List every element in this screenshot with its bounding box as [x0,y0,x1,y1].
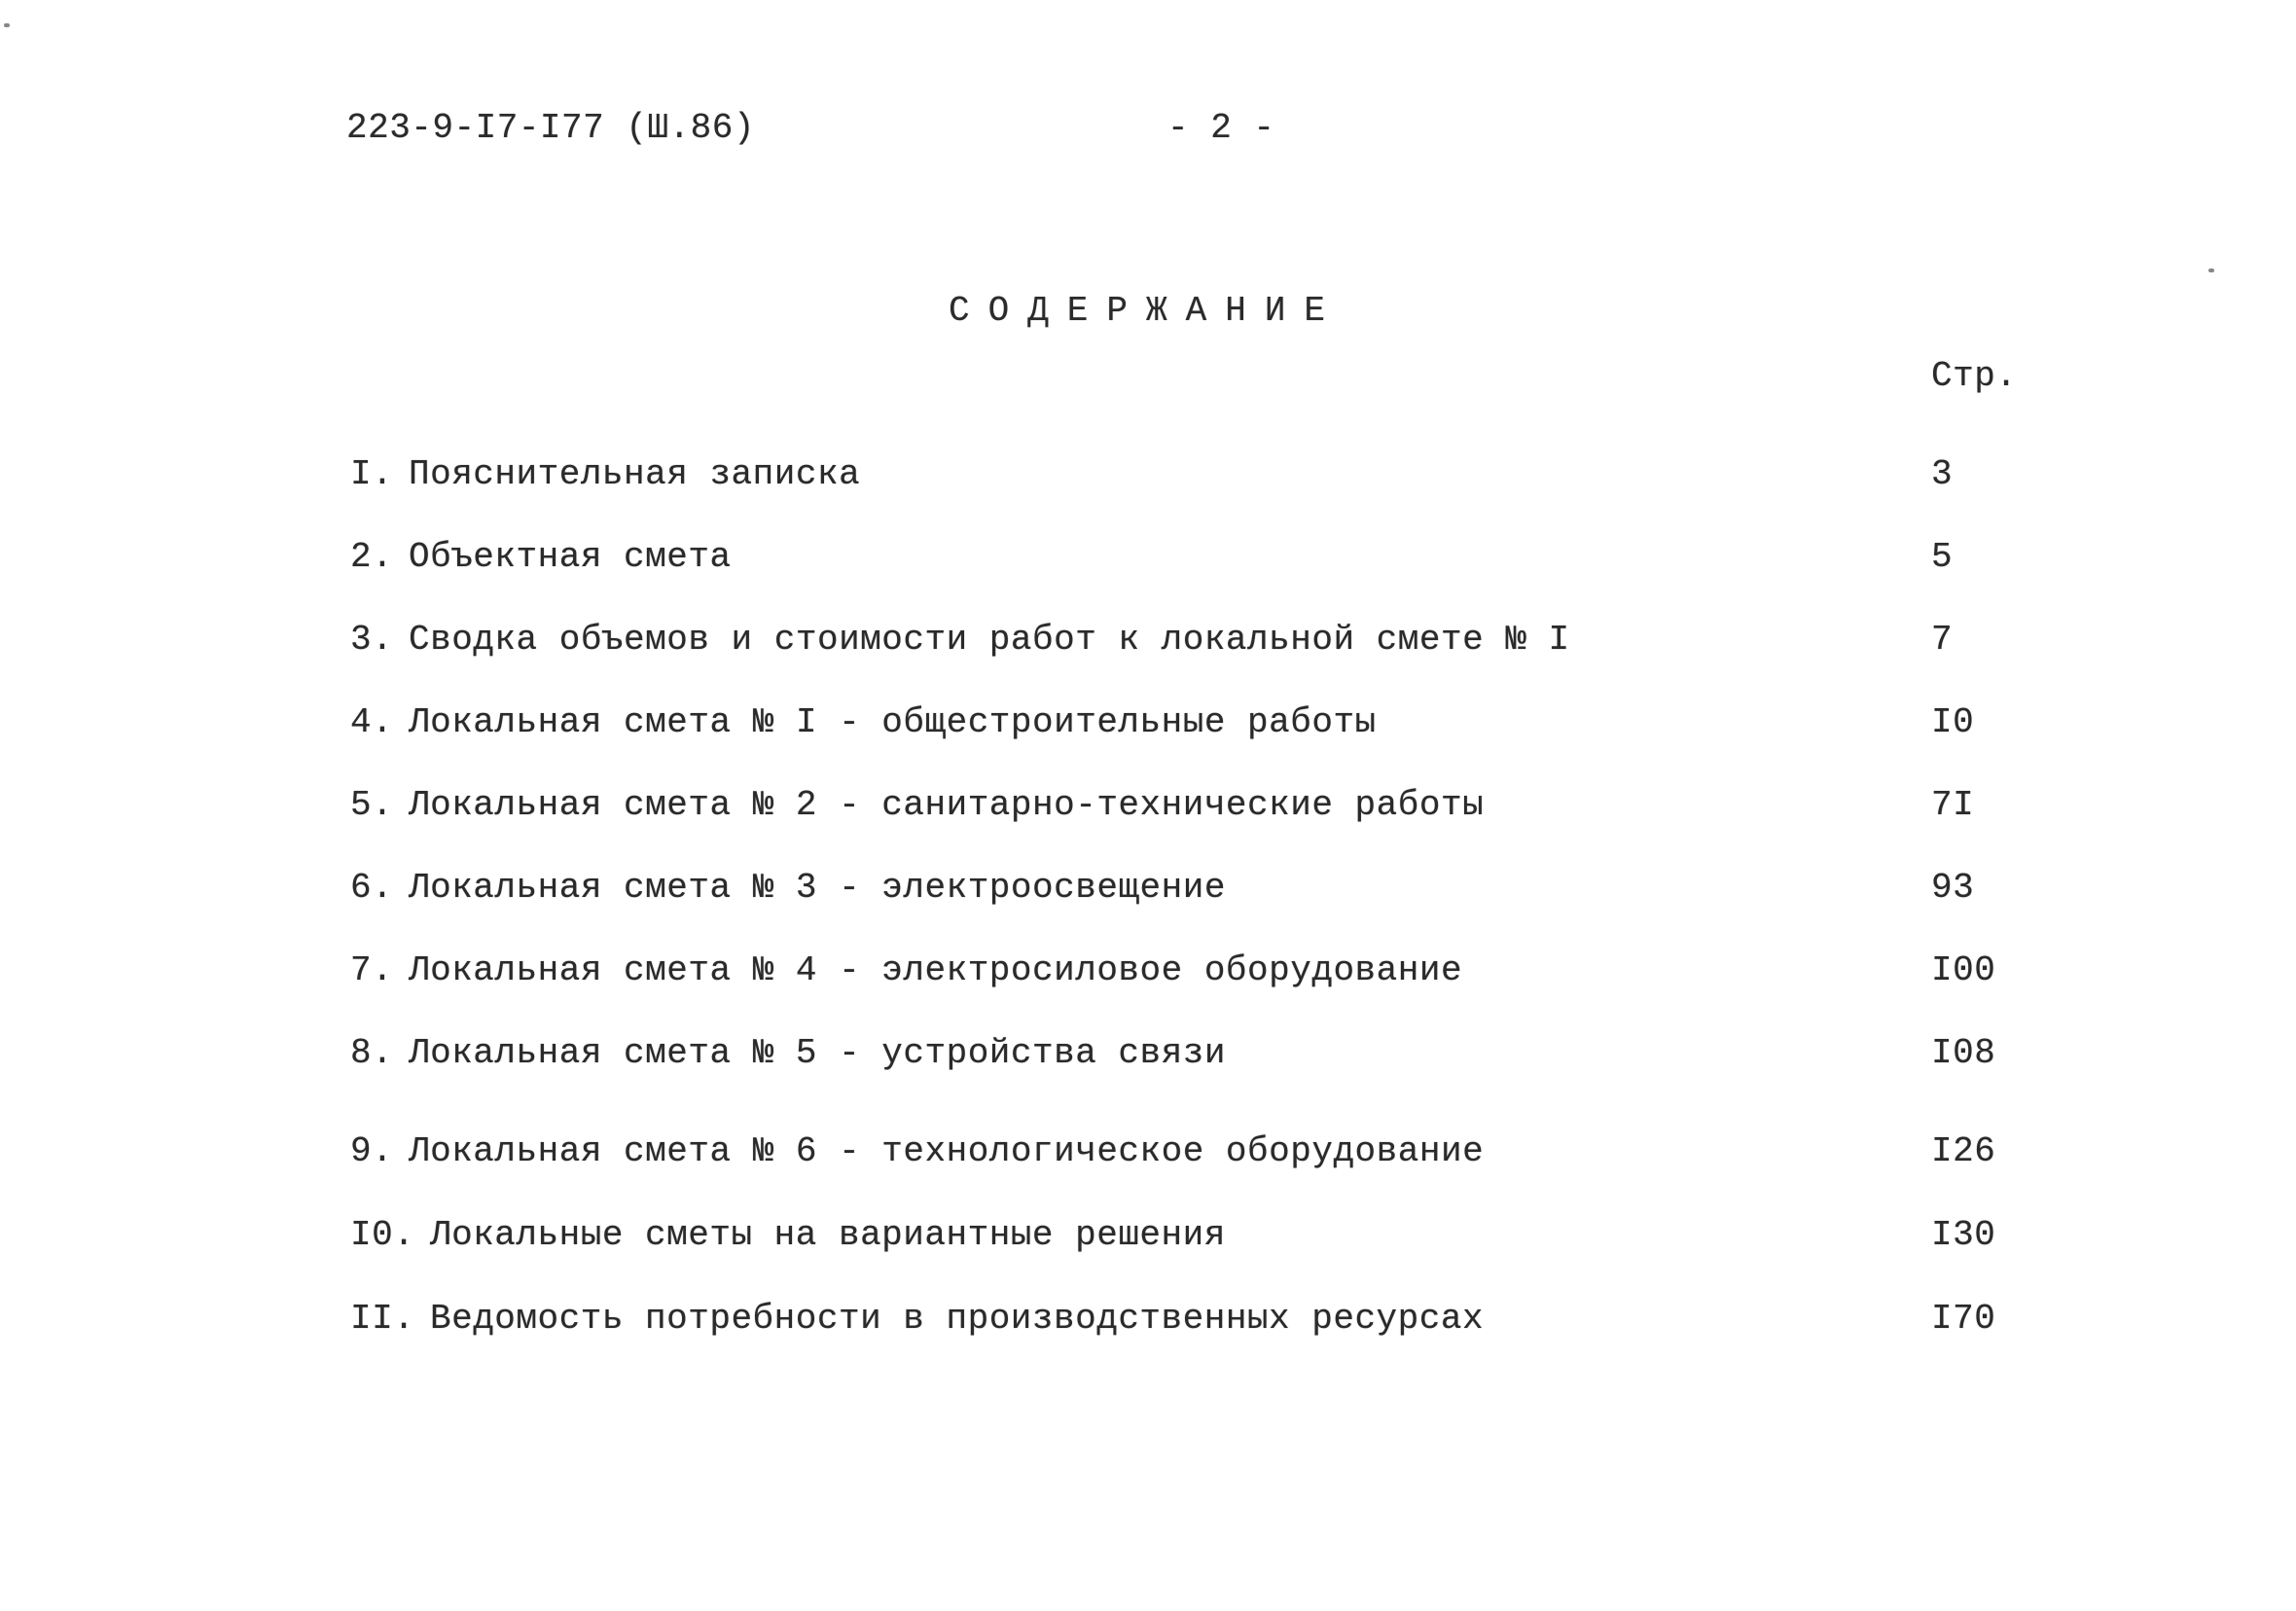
toc-item [0,1034,2296,1077]
toc-item-page: 7I [1931,785,1975,825]
toc-item [0,951,2296,994]
scan-speck [4,23,10,27]
page-title: СОДЕРЖАНИЕ [949,291,1345,331]
toc-item-title: Локальная смета № I - общестроительные работы [409,702,1377,742]
toc-item [0,786,2296,829]
toc-item-page: I70 [1931,1299,1996,1339]
toc-item-number: 8. [350,1033,394,1073]
toc-item-page: I08 [1931,1033,1996,1073]
toc-item [0,1132,2296,1175]
toc-item [0,703,2296,746]
toc-item-number: 2. [350,537,394,577]
toc-item-title: Локальная смета № 4 - электросиловое оборудование [409,950,1463,990]
document-code: 223-9-I7-I77 (Ш.86) [346,108,755,148]
toc-item-number: 7. [350,950,394,990]
toc-item-title: Локальные сметы на вариантные решения [430,1215,1226,1255]
toc-item-title: Локальная смета № 3 - электроосвещение [409,868,1226,908]
toc-item-page: I26 [1931,1131,1996,1171]
toc-item-title: Локальная смета № 2 - санитарно-технические работы [409,785,1485,825]
toc-item-page: 5 [1931,537,1954,577]
toc-item [0,538,2296,581]
toc-item-number: 5. [350,785,394,825]
toc-item-title: Пояснительная записка [409,454,861,494]
toc-item-page: 3 [1931,454,1954,494]
toc-item-title: Локальная смета № 5 - устройства связи [409,1033,1226,1073]
toc-item-number: I0. [350,1215,415,1255]
toc-item-title: Сводка объемов и стоимости работ к локальной смете № I [409,620,1570,660]
toc-item-title: Локальная смета № 6 - технологическое оборудование [409,1131,1485,1171]
toc-item-number: 9. [350,1131,394,1171]
toc-item-number: 4. [350,702,394,742]
toc-item-number: 6. [350,868,394,908]
toc-item-page: I00 [1931,950,1996,990]
toc-item-page: I30 [1931,1215,1996,1255]
toc-item [0,1300,2296,1342]
toc-item-title: Объектная смета [409,537,732,577]
toc-item-page: I0 [1931,702,1975,742]
scan-speck [2208,268,2214,272]
toc-item [0,455,2296,498]
toc-item [0,869,2296,912]
toc-item-page: 93 [1931,868,1975,908]
toc-item-page: 7 [1931,620,1954,660]
toc-item-number: II. [350,1299,415,1339]
page-column-label: Стр. [1931,356,2018,396]
toc-item-number: I. [350,454,394,494]
toc-item-title: Ведомость потребности в производственных ресурсах [430,1299,1485,1339]
toc-item [0,621,2296,663]
toc-item-number: 3. [350,620,394,660]
page-number: - 2 - [1167,108,1275,148]
toc-item [0,1216,2296,1259]
